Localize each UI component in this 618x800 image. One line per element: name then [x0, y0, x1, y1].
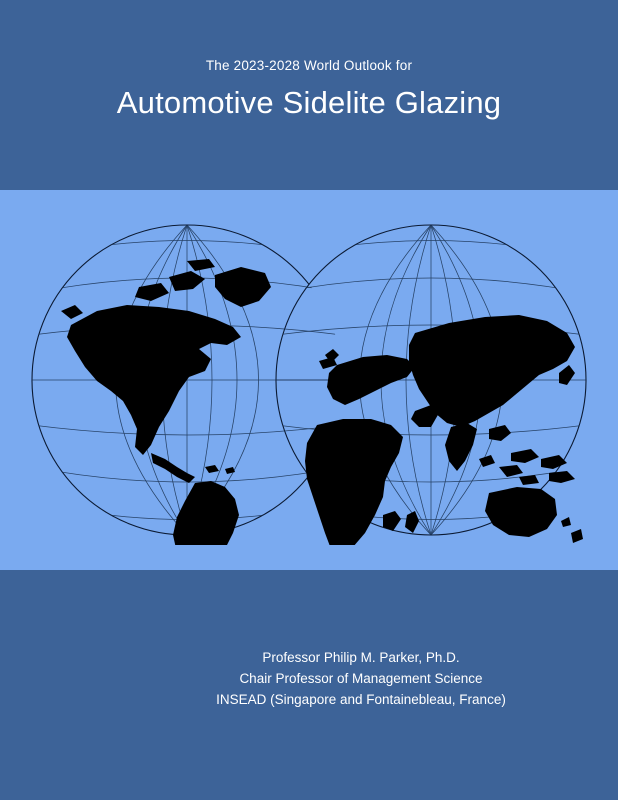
world-map-graphic: [19, 215, 599, 545]
author-band: [0, 570, 618, 800]
globe-panel: [0, 190, 618, 570]
series-line: The 2023-2028 World Outlook for: [205, 58, 413, 73]
page-title: Automotive Sidelite Glazing: [116, 85, 502, 120]
byline: [146, 648, 576, 711]
author-title: Chair Professor of Management Science: [239, 670, 483, 686]
author-affiliation: INSEAD (Singapore and Fontainebleau, France): [216, 691, 506, 707]
author-name: Professor Philip M. Parker, Ph.D.: [262, 650, 460, 665]
title-band: [0, 0, 618, 190]
